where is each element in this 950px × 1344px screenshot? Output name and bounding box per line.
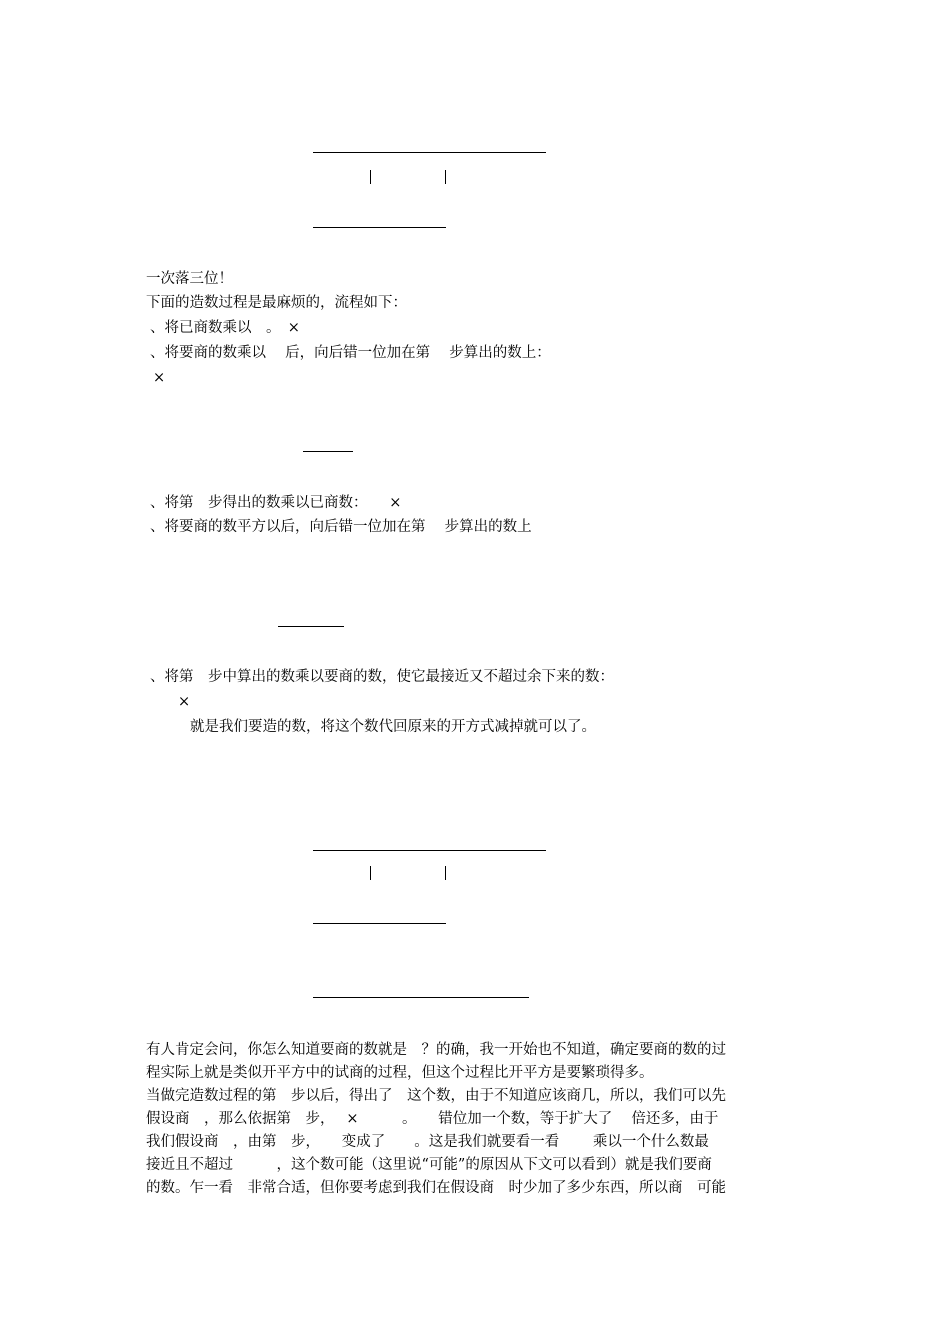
step-5: 、将第 步中算出的数乘以要商的数，使它最接近又不超过余下来的数： bbox=[150, 669, 614, 685]
division-bar-top bbox=[313, 152, 546, 153]
step-3: 、将第 步得出的数乘以已商数： × bbox=[150, 495, 402, 511]
conclusion-line: 就是我们要造的数，将这个数代回原来的开方式减掉就可以了。 bbox=[190, 719, 596, 735]
step-1: 、将已商数乘以 。 × bbox=[150, 320, 300, 336]
intro-line: 下面的造数过程是最麻烦的，流程如下： bbox=[146, 295, 407, 311]
division-bar-top-2 bbox=[313, 850, 546, 851]
explanation-paragraph bbox=[146, 1039, 810, 1200]
sum-underline-1 bbox=[303, 451, 353, 452]
step-5-formula: × bbox=[178, 694, 191, 710]
division-underline-2 bbox=[313, 923, 446, 924]
explanation-line: 的数。乍一看 非常合适，但你要考虑到我们在假设商 时少加了多少东西，所以商 可能 bbox=[146, 1180, 726, 1196]
explanation-line: 假设商 ，那么依据第 步， × 。 错位加一个数，等于扩大了 倍还多，由于 bbox=[146, 1111, 719, 1127]
step-2: 、将要商的数乘以 后，向后错一位加在第 步算出的数上： bbox=[150, 345, 551, 361]
explanation-line: 有人肯定会问，你怎么知道要商的数就是 ？的确，我一开始也不知道，确定要商的数的过 bbox=[146, 1042, 726, 1058]
division-underline-3 bbox=[313, 997, 529, 998]
explanation-line: 当做完造数过程的第 步以后，得出了 这个数，由于不知道应该商几，所以，我们可以先 bbox=[146, 1088, 726, 1104]
division-separator-right-2 bbox=[445, 866, 446, 880]
explanation-line: 我们假设商 ，由第 步， 变成了 。这是我们就要看一看 乘以一个什么数最 bbox=[146, 1134, 709, 1150]
step-4: 、将要商的数平方以后，向后错一位加在第 步算出的数上 bbox=[150, 519, 532, 535]
division-underline bbox=[313, 227, 446, 228]
step-2-formula: × bbox=[153, 370, 166, 386]
division-separator-left-2 bbox=[370, 866, 371, 880]
explanation-line: 接近且不超过 ，这个数可能（这里说“可能”的原因从下文可以看到）就是我们要商 bbox=[146, 1157, 712, 1173]
division-separator-right bbox=[445, 170, 446, 184]
division-separator-left bbox=[370, 170, 371, 184]
sum-underline-2 bbox=[278, 626, 344, 627]
explanation-line: 程实际上就是类似开平方中的试商的过程，但这个过程比开平方是要繁琐得多。 bbox=[146, 1065, 654, 1081]
heading-line: 一次落三位！ bbox=[146, 271, 233, 287]
